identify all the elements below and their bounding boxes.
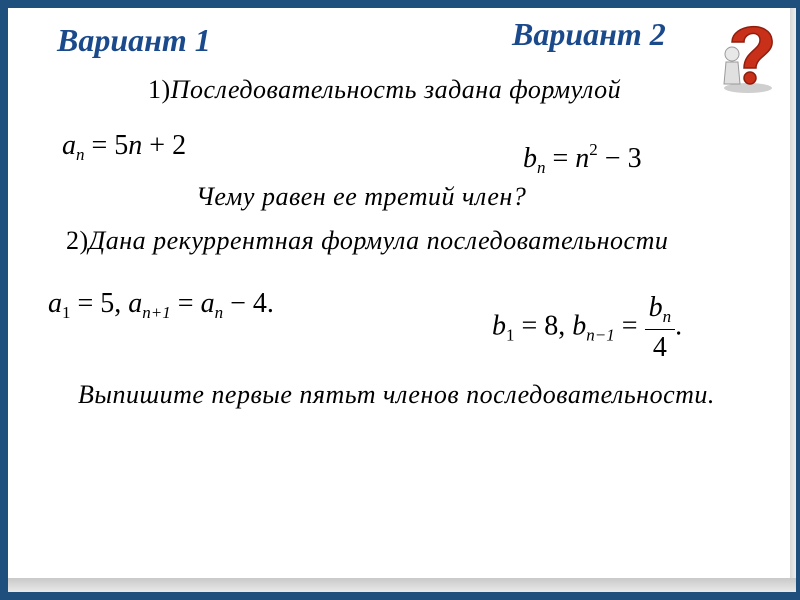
formula-sub: n (537, 158, 546, 177)
question-mark-icon (718, 14, 784, 94)
fraction-numerator (645, 292, 676, 330)
formula-var: b (572, 310, 587, 342)
formula-sub: n+1 (142, 303, 171, 322)
fraction-denominator: 4 (652, 332, 667, 363)
formula-rhs: − 3 (597, 143, 642, 174)
formula-sub: n (662, 307, 672, 326)
formula-sub: 1 (62, 303, 71, 322)
formula-var: b (648, 292, 663, 323)
slide-shadow-bottom (8, 578, 796, 592)
formula-v1-task2 (48, 288, 274, 323)
slide-shadow-right (790, 8, 796, 586)
formula-var: n (575, 143, 590, 174)
variant-2-heading: Вариант 2 (512, 16, 666, 52)
formula-sub: 1 (506, 325, 515, 345)
formula-rhs: = (614, 310, 645, 342)
formula-var: a (128, 288, 143, 319)
formula-sup: 2 (589, 140, 598, 159)
formula-sub: n−1 (586, 325, 615, 345)
task-1-question: Чему равен ее третий член? (196, 182, 527, 211)
formula-rhs: = 5 (91, 130, 129, 161)
task-2-statement: Дана рекуррентная формула последовательности (88, 226, 669, 255)
formula-var: a (200, 288, 215, 319)
formula-rhs: = 5, (70, 288, 129, 319)
formula-v2-task2 (492, 292, 682, 364)
task-1-statement: Последовательность задана формулой (170, 75, 622, 104)
formula-var: n (128, 130, 143, 161)
task-1-number: 1) (148, 75, 171, 104)
formula-v1-task1 (62, 130, 186, 165)
variant-1-heading: Вариант 1 (57, 22, 211, 58)
formula-var: b (492, 310, 506, 342)
formula-var: b (523, 143, 537, 174)
formula-rhs: . (675, 310, 683, 342)
formula-sub: n (76, 145, 85, 164)
formula-rhs: = (170, 288, 201, 319)
formula-var: a (48, 288, 62, 319)
fraction (645, 292, 676, 364)
task-2-instruction: Выпишите первые пятьт членов последовательности. (78, 380, 715, 409)
formula-sub: n (214, 303, 224, 322)
formula-rhs: = (552, 143, 576, 174)
formula-rhs: − 4. (223, 288, 274, 319)
formula-var: a (62, 130, 76, 161)
formula-rhs: + 2 (142, 130, 187, 161)
formula-v2-task1 (523, 140, 642, 178)
task-2-number: 2) (66, 226, 89, 255)
task-2-text (66, 226, 668, 256)
formula-rhs: = 8, (514, 310, 573, 342)
task-1-text (148, 75, 621, 105)
